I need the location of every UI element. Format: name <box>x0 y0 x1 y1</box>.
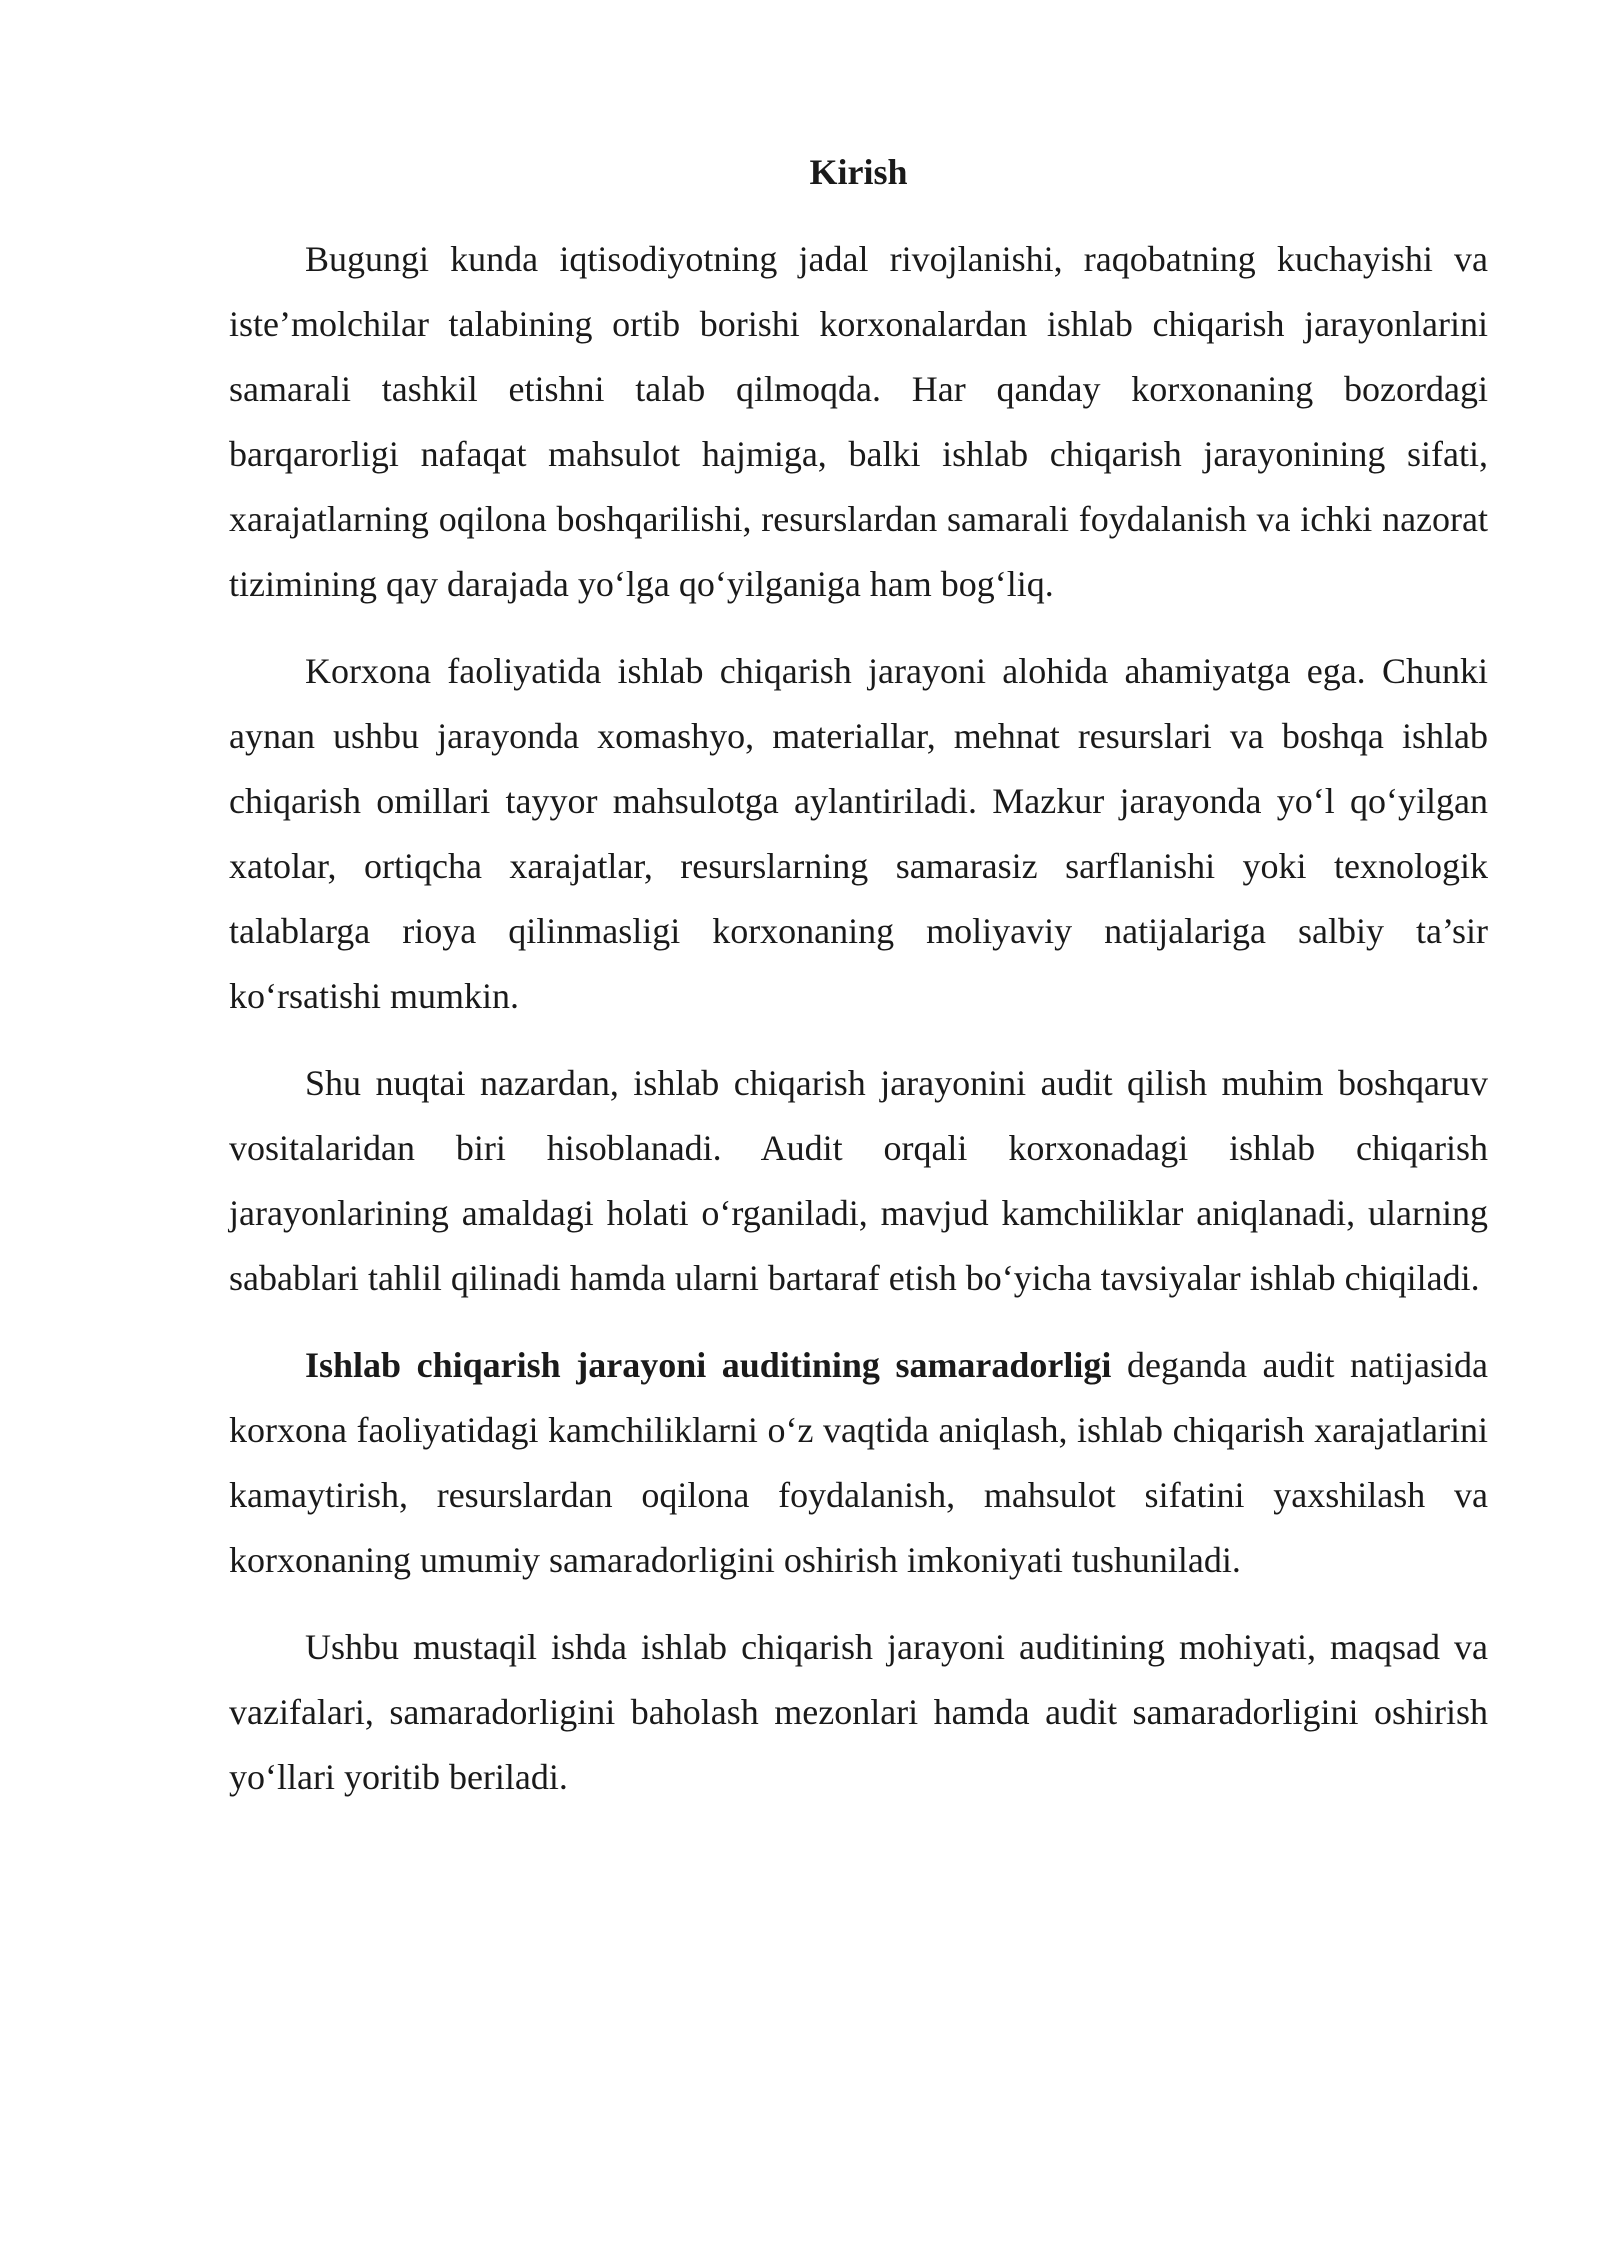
paragraph-3 <box>229 1051 1488 1311</box>
section-title: Kirish <box>809 152 908 192</box>
paragraph-1 <box>229 227 1488 617</box>
paragraph-text: Shu nuqtai nazardan, ishlab chiqarish jarayonini audit qilish muhim boshqaruv vositalaridan biri hisoblanadi. Audit orqali korxonadagi ishlab chiqarish jarayonlarining amaldagi holati o‘rganiladi, mavjud kamchiliklar aniqlanadi, ularning sabablari tahlil qilinadi hamda ularni bartaraf etish bo‘yicha tavsiyalar ishlab chiqiladi. <box>229 1063 1488 1298</box>
paragraph-text: deganda audit natijasida korxona faoliyatidagi kamchiliklarni o‘z vaqtida aniqlash, ishlab chiqarish xarajatlarini kamaytirish, resurslardan oqilona foydalanish, mahsulot sifatini yaxshilash va korxonaning umumiy samaradorligini oshirish imkoniyati tushuniladi. <box>229 1345 1488 1580</box>
paragraph-text: Bugungi kunda iqtisodiyotning jadal rivojlanishi, raqobatning kuchayishi va iste’molchilar talabining ortib borishi korxonalardan ishlab chiqarish jarayonlarini samarali tashkil etishni talab qilmoqda. Har qanday korxonaning bozordagi barqarorligi nafaqat mahsulot hajmiga, balki ishlab chiqarish jarayonining sifati, xarajatlarning oqilona boshqarilishi, resurslardan samarali foydalanish va ichki nazorat tizimining qay darajada yo‘lga qo‘yilganiga ham bog‘liq. <box>229 239 1488 604</box>
bold-term: Ishlab chiqarish jarayoni auditining samaradorligi <box>305 1345 1112 1385</box>
paragraph-2 <box>229 639 1488 1029</box>
paragraph-5 <box>229 1615 1488 1810</box>
paragraph-4 <box>229 1333 1488 1593</box>
document-body <box>229 140 1488 1832</box>
paragraph-text: Ushbu mustaqil ishda ishlab chiqarish jarayoni auditining mohiyati, maqsad va vazifalari, samaradorligini baholash mezonlari hamda audit samaradorligini oshirish yo‘llari yoritib beriladi. <box>229 1627 1488 1797</box>
paragraph-text: Korxona faoliyatida ishlab chiqarish jarayoni alohida ahamiyatga ega. Chunki aynan ushbu jarayonda xomashyo, materiallar, mehnat resurslari va boshqa ishlab chiqarish omillari tayyor mahsulotga aylantiriladi. Mazkur jarayonda yo‘l qo‘yilgan xatolar, ortiqcha xarajatlar, resurslarning samarasiz sarflanishi yoki texnologik talablarga rioya qilinmasligi korxonaning moliyaviy natijalariga salbiy ta’sir ko‘rsatishi mumkin. <box>229 651 1488 1016</box>
